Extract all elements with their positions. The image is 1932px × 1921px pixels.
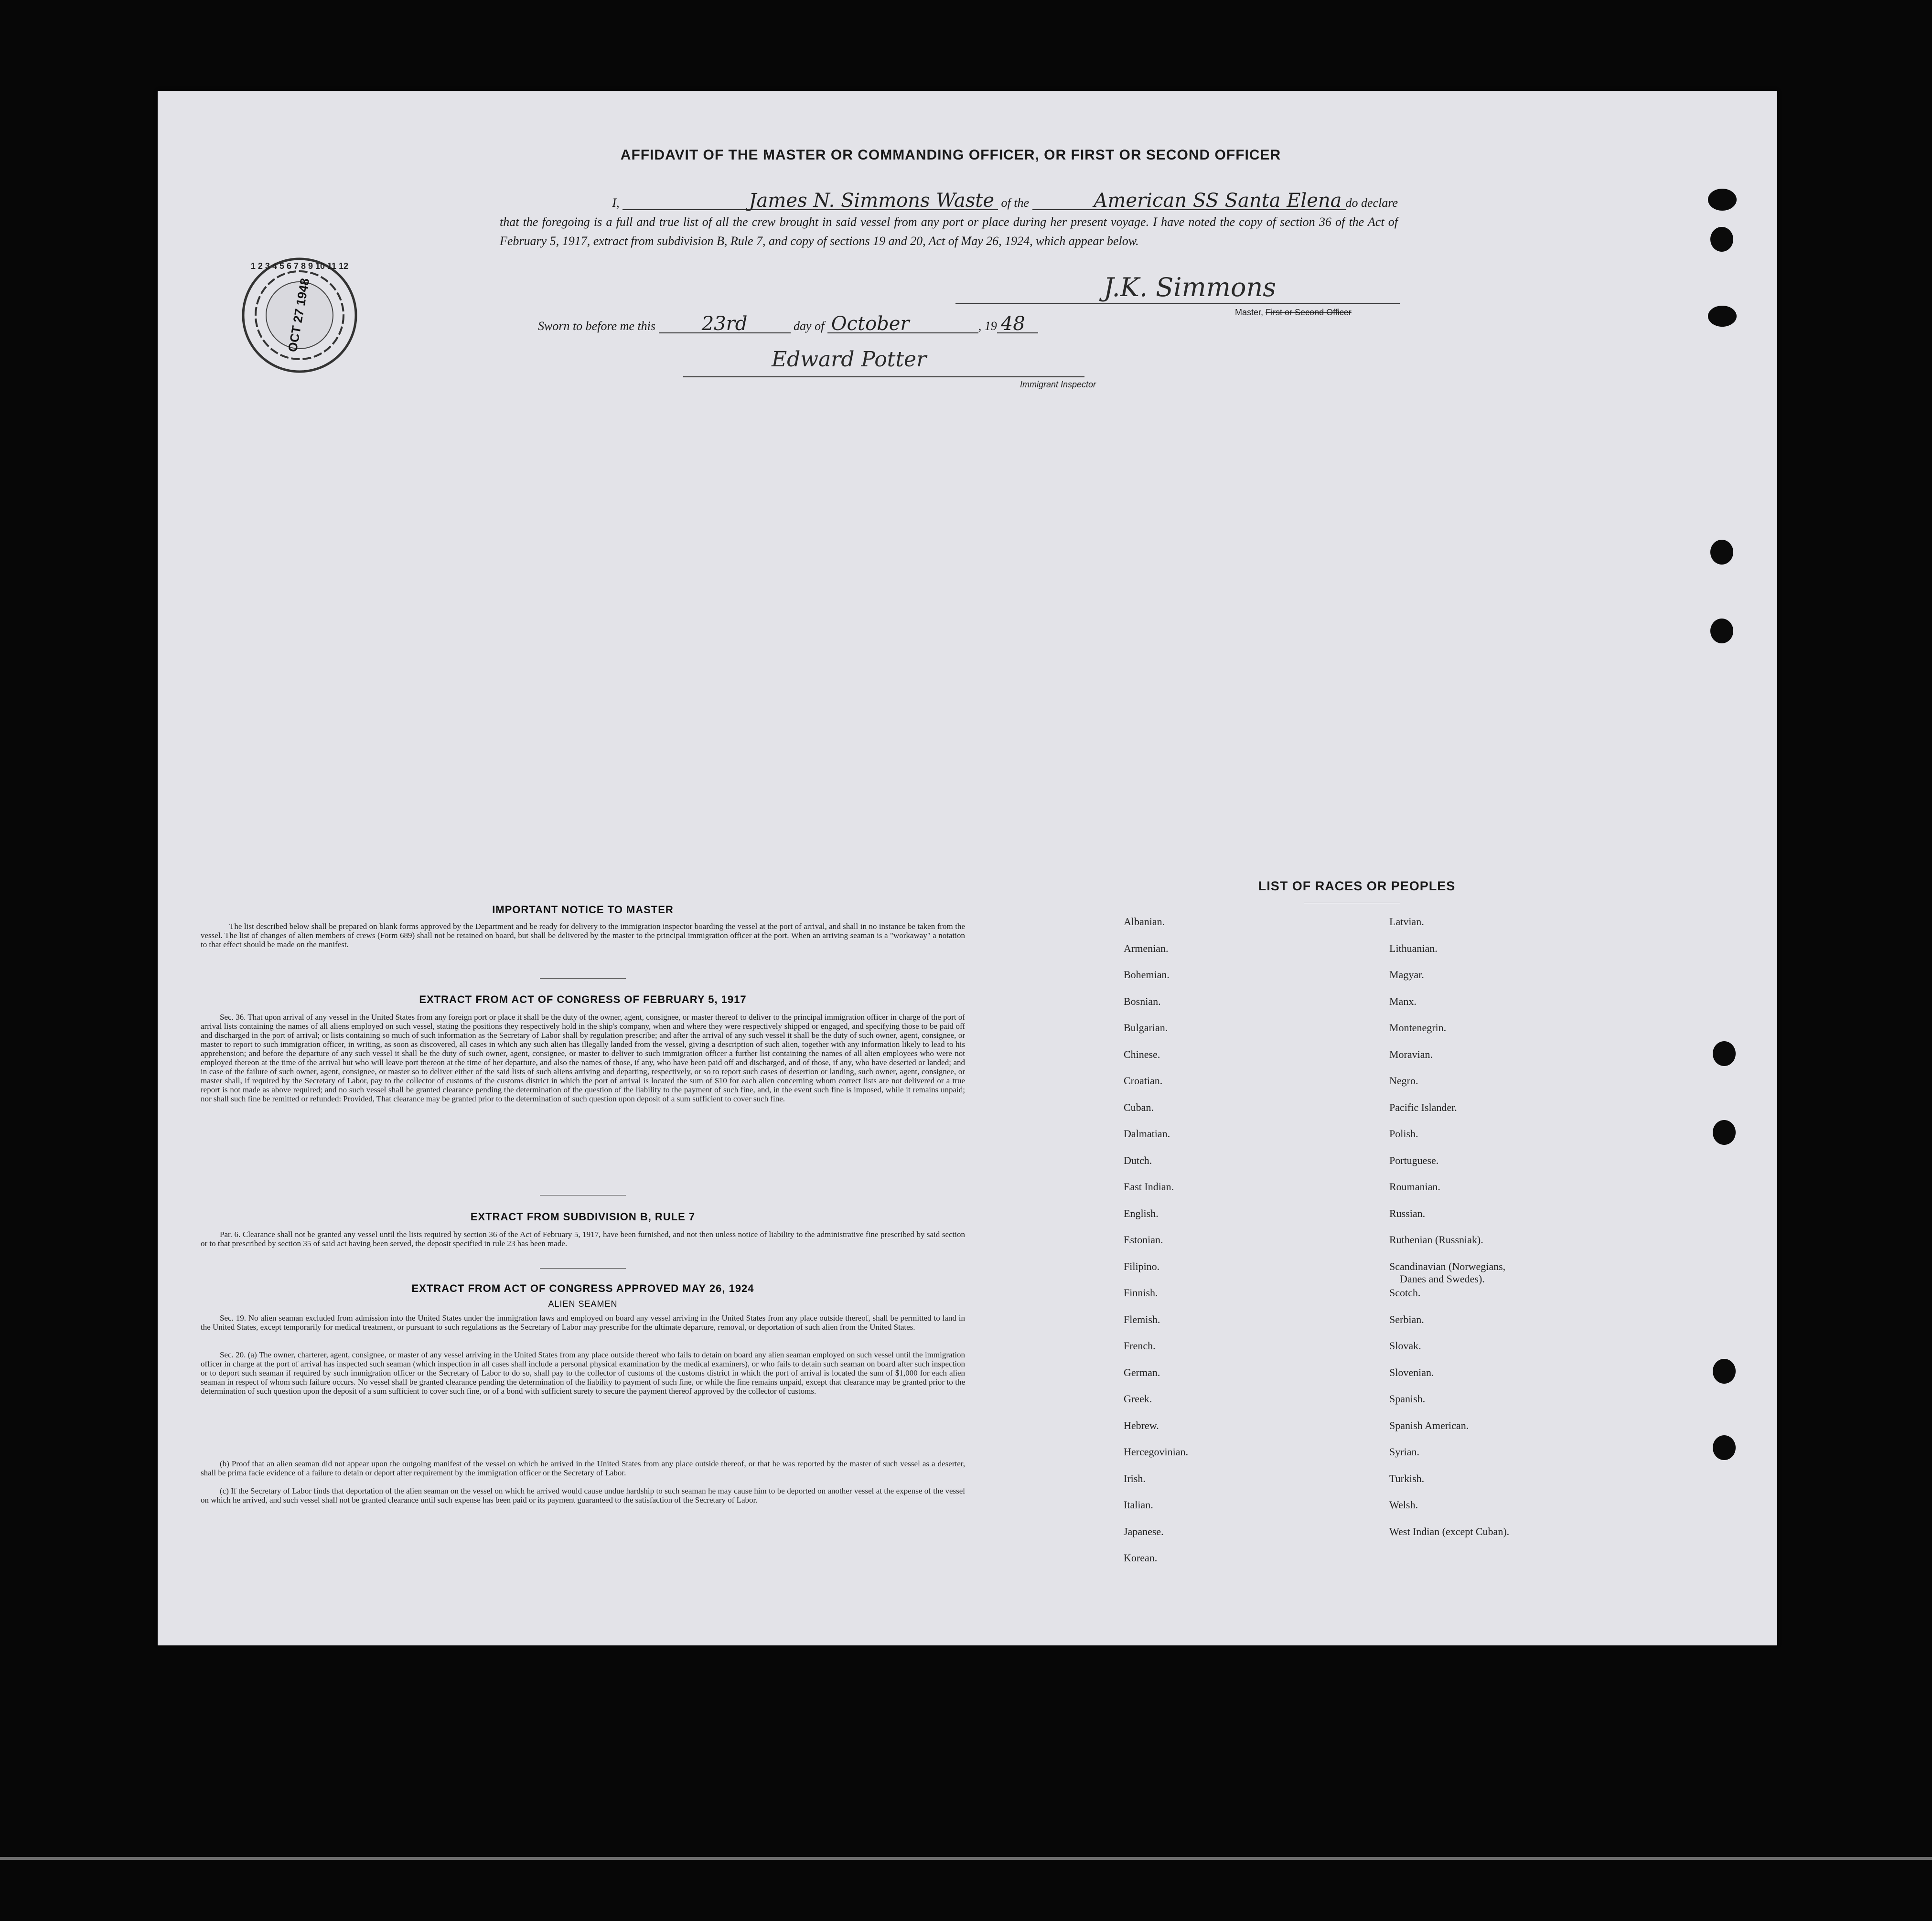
race-item: Slovenian. xyxy=(1389,1366,1434,1378)
race-item: Manx. xyxy=(1389,995,1417,1007)
sworn-month-field: October xyxy=(827,315,978,333)
inspector-label: Immigrant Inspector xyxy=(1020,380,1096,389)
binder-hole xyxy=(1713,1041,1736,1066)
race-item: Albanian. xyxy=(1124,916,1165,928)
binder-hole xyxy=(1708,189,1737,211)
race-item: Montenegrin. xyxy=(1389,1022,1447,1034)
race-item: Bulgarian. xyxy=(1124,1022,1168,1034)
race-item: Japanese. xyxy=(1124,1525,1164,1537)
vessel-name-field: American SS Santa Elena xyxy=(1032,192,1346,210)
affidavit-title: AFFIDAVIT OF THE MASTER OR COMMANDING OFFICER, OR FIRST OR SECOND OFFICER xyxy=(620,147,1281,163)
master-name-field: James N. Simmons Waste xyxy=(623,192,998,210)
race-item: Armenian. xyxy=(1124,942,1169,954)
race-item: Filipino. xyxy=(1124,1260,1160,1272)
race-item: Croatian. xyxy=(1124,1075,1163,1087)
race-item: Bosnian. xyxy=(1124,995,1161,1007)
binder-hole xyxy=(1713,1120,1736,1145)
race-item: Scotch. xyxy=(1389,1287,1421,1299)
binder-hole xyxy=(1708,306,1737,327)
race-item: Chinese. xyxy=(1124,1048,1160,1060)
notice-title: IMPORTANT NOTICE TO MASTER xyxy=(492,904,674,916)
of-the-label: of the xyxy=(1001,196,1029,210)
date-stamp xyxy=(240,256,359,375)
sec-19-text: Sec. 19. No alien seaman excluded from admission into the United States under the immigration laws and employed on board any vessel arriving in the United States from any place outside thereof, shall be permitted to land in the United States, except temporarily for medical treatment, or pursuant to such regulations as the Secretary of Labor may prescribe for the ultimate departure, removal, or deportation of such alien from the United States. xyxy=(201,1313,965,1332)
race-item: Hercegovinian. xyxy=(1124,1446,1188,1458)
stamp-ring-numbers: 1 2 3 4 5 6 7 8 9 10 11 12 xyxy=(250,261,349,271)
race-item: French. xyxy=(1124,1340,1156,1352)
sworn-line xyxy=(538,315,1038,333)
race-item: Magyar. xyxy=(1389,969,1424,981)
race-item: Lithuanian. xyxy=(1389,942,1438,954)
race-item: East Indian. xyxy=(1124,1181,1174,1193)
sworn-day-field: 23rd xyxy=(659,315,791,333)
race-item: Irish. xyxy=(1124,1472,1146,1484)
race-item: Roumanian. xyxy=(1389,1181,1440,1193)
affidavit-text: that the foregoing is a full and true list of all the crew brought in said vessel from any port or place during her present voyage. I have noted the copy of section 36 of the Act of February 5, 1917, extract from subdivision B, Rule 7, and copy of sections 19 and 20, Act of May 26, 1924, which appear below. xyxy=(500,215,1398,248)
binder-hole xyxy=(1710,227,1733,252)
race-item: Cuban. xyxy=(1124,1101,1154,1113)
race-item: Serbian. xyxy=(1389,1313,1424,1325)
extract-1917-title: EXTRACT FROM ACT OF CONGRESS OF FEBRUARY 5, 1917 xyxy=(419,993,747,1005)
race-item: Spanish American. xyxy=(1389,1419,1469,1431)
race-item: Dalmatian. xyxy=(1124,1128,1170,1140)
race-item: Estonian. xyxy=(1124,1234,1163,1246)
manifest-page xyxy=(158,91,1777,1645)
sworn-label: Sworn to before me this xyxy=(538,319,656,333)
race-item: Greek. xyxy=(1124,1393,1152,1405)
race-item: Turkish. xyxy=(1389,1472,1425,1484)
stamp-date: OCT 27 1948 xyxy=(285,277,312,353)
race-item: West Indian (except Cuban). xyxy=(1389,1525,1510,1537)
race-item: Spanish. xyxy=(1389,1393,1426,1405)
extract-1924-subtitle: ALIEN SEAMEN xyxy=(548,1299,618,1309)
race-item: Flemish. xyxy=(1124,1313,1160,1325)
binder-hole xyxy=(1713,1359,1736,1384)
race-item: Danes and Swedes). xyxy=(1400,1272,1485,1285)
sec-20b-text: (b) Proof that an alien seaman did not appear upon the outgoing manifest of the vessel on which he arrived in the United States from any place outside thereof, or that he was reported by the master of such vessel as a deserter, shall be prima facie evidence of a failure to detain or deport after requirement by the immigration officer or the Secretary of Labor. xyxy=(201,1459,965,1477)
do-declare-label: do declare xyxy=(1345,196,1398,210)
inspector-signature: Edward Potter xyxy=(772,347,927,372)
section-divider xyxy=(540,978,626,979)
day-of-label: day of xyxy=(794,319,825,333)
extract-1924-title: EXTRACT FROM ACT OF CONGRESS APPROVED MAY 26, 1924 xyxy=(411,1282,754,1294)
affidavit-declaration xyxy=(500,192,1398,251)
inspector-signature-line xyxy=(683,376,1084,377)
race-item: English. xyxy=(1124,1207,1159,1219)
race-item: Korean. xyxy=(1124,1552,1158,1564)
races-list-title: LIST OF RACES OR PEOPLES xyxy=(1258,879,1456,893)
race-item: Scandinavian (Norwegians, xyxy=(1389,1260,1506,1272)
extract-rule7-title: EXTRACT FROM SUBDIVISION B, RULE 7 xyxy=(470,1211,696,1223)
race-item: Dutch. xyxy=(1124,1154,1152,1166)
race-item: Slovak. xyxy=(1389,1340,1421,1352)
master-signature: J.K. Simmons xyxy=(1104,272,1276,302)
year-prefix: , 19 xyxy=(978,319,997,333)
binder-hole xyxy=(1713,1435,1736,1460)
extract-1917-text: Sec. 36. That upon arrival of any vessel in the United States from any foreign port or place it shall be the duty of the owner, agent, consignee, or master thereof to deliver to the principal immigration officer in charge of the port of arrival lists containing the names of all aliens employed on such vessel, stating the positions they respectively hold in the ship's company, when and where they were respectively shipped or engaged, and specifying those to be paid off and discharged in the port of arrival; or lists containing so much of such information as the Secretary of Labor shall by regulation prescribe; and after the arrival of any such vessel it shall be the duty of such owner, agent, consignee, or master to report to such immigration officer, in writing, as soon as discovered, all cases in which any such alien has illegally landed from the vessel, giving a description of such alien, together with any information likely to lead to his apprehension; and before the departure of any such vessel it shall be the duty of such owner, agent, consignee, or master to deliver to such immigration officer a further list containing the names of all alien employees who were not employed thereon at the time of the arrival but who will leave port thereon at the time of her departure, and also the names of those, if any, who have been paid off and discharged, and of those, if any, who have deserted or landed; and in case of the failure of such owner, agent, consignee, or master so to deliver either of the said lists of such aliens arriving and departing, respectively, or so to report such cases of desertion or landing, such owner, agent, consignee, or master shall, if required by the Secretary of Labor, pay to the collector of customs of the customs district in which the port of arrival is located the sum of $10 for each alien concerning whom correct lists are not delivered or a true report is not made as above required; and no such vessel shall be granted clearance pending the determination of the question of the liability to the payment of such fine, and, in the event such fine is imposed, while it remains unpaid; nor shall such fine be remitted or refunded: Provided, That clearance may be granted prior to the determination of such question upon deposit of a sum sufficient to cover such fine. xyxy=(201,1013,965,1103)
binder-hole xyxy=(1710,540,1733,565)
race-item: Welsh. xyxy=(1389,1499,1418,1511)
race-item: Finnish. xyxy=(1124,1287,1158,1299)
race-item: Italian. xyxy=(1124,1499,1153,1511)
sec-20a-text: Sec. 20. (a) The owner, charterer, agent, consignee, or master of any vessel arriving in the United States from any place outside thereof who fails to detain on board any alien seaman employed on such vessel until the immigration officer in charge at the port of arrival has inspected such seaman (which inspection in all cases shall include a personal physical examination by the medical examiners), or who fails to detain such seaman on board after such inspection or to deport such seaman if required by such immigration officer or the Secretary of Labor to do so, shall pay to the collector of customs of the customs district in which the port of arrival is located the sum of $1,000 for each alien seaman in respect of whom such failure occurs. No vessel shall be granted clearance pending the determination of the liability to payment of such fine, or while the fine remains unpaid, except that clearance may be granted prior to the determination of such question upon the deposit of a sum sufficient to cover such fine, or of a bond with sufficient surety to secure the payment thereof approved by the collector of customs. xyxy=(201,1350,965,1396)
scan-edge-line xyxy=(0,1857,1932,1860)
affidavit-prefix: I, xyxy=(612,196,620,210)
master-signature-line xyxy=(955,303,1400,304)
notice-text: The list described below shall be prepared on blank forms approved by the Department and be ready for delivery to the immigration inspector boarding the vessel at the port of arrival, and shall in no instance be taken from the vessel. The list of changes of alien members of crews (Form 689) shall not be retained on board, but shall be delivered by the master to the principal immigration officer at the port. When an arriving seaman is a "workaway" a notation to that effect should be made on the manifest. xyxy=(201,922,965,949)
race-item: Pacific Islander. xyxy=(1389,1101,1457,1113)
master-title-label: Master, First or Second Officer xyxy=(1235,308,1352,317)
race-item: Hebrew. xyxy=(1124,1419,1159,1431)
race-item: Negro. xyxy=(1389,1075,1418,1087)
race-item: Russian. xyxy=(1389,1207,1426,1219)
race-item: Latvian. xyxy=(1389,916,1424,928)
binder-hole xyxy=(1710,619,1733,643)
section-divider xyxy=(540,1268,626,1269)
race-item: Polish. xyxy=(1389,1128,1418,1140)
sec-20c-text: (c) If the Secretary of Labor finds that deportation of the alien seaman on the vessel on which he arrived would cause undue hardship to such seaman he may cause him to be deported on another vessel at the expense of the vessel on which he arrived, and such vessel shall not be granted clearance until such expense has been paid or its payment guaranteed to the satisfaction of the Secretary of Labor. xyxy=(201,1486,965,1505)
race-item: Bohemian. xyxy=(1124,969,1170,981)
race-item: German. xyxy=(1124,1366,1160,1378)
extract-rule7-text: Par. 6. Clearance shall not be granted any vessel until the lists required by section 36 of the Act of February 5, 1917, have been furnished, and not then unless notice of liability to the administrative fine prescribed by said section or to that prescribed by section 35 of said act having been served, the deposit specified in rule 23 has been made. xyxy=(201,1230,965,1248)
race-item: Ruthenian (Russniak). xyxy=(1389,1234,1483,1246)
sworn-year-field: 48 xyxy=(997,315,1038,333)
race-item: Syrian. xyxy=(1389,1446,1419,1458)
race-item: Portuguese. xyxy=(1389,1154,1439,1166)
race-item: Moravian. xyxy=(1389,1048,1433,1060)
